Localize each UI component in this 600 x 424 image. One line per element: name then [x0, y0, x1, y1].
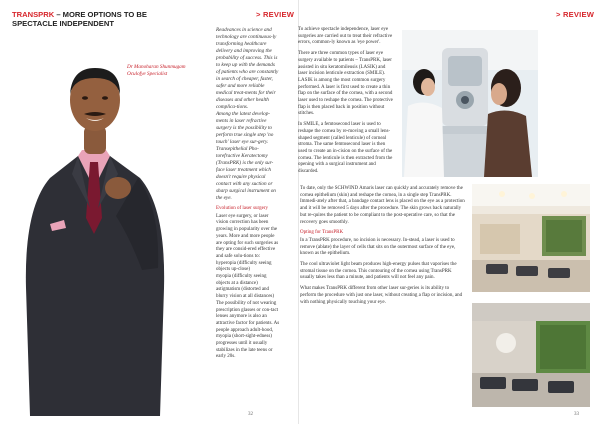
doctor-name: Dr Manoharan Shunmugam — [127, 64, 186, 70]
title-brand: TRANSPRK — [12, 10, 55, 19]
doctor-role: Oculofye Specialist — [127, 71, 168, 77]
page-number-left: 32 — [248, 412, 253, 417]
body-paragraph: To achieve spectacle independence, laser eye surgeries are carried out to treat their refractive errors, common-ly known as 'eye power'. — [298, 27, 393, 46]
body-paragraph: In SMILE, a femtosecond laser is used to reshape the cornea by re-moving a small lens-shaped segment (called lenticule) of corneal stroma. The same femtosecond laser is then used to create an in-cision on the surface of the cornea. The lenticule is then extracted from the opening with a surgical instrument and discarded. — [298, 122, 393, 175]
page-number-right: 33 — [574, 412, 579, 417]
doctor-portrait — [20, 38, 170, 416]
condition-item: hyperopia (difficulty seeing objects up-close) — [216, 260, 272, 273]
closing-paragraph: The possibility of not wearing prescription glasses or con-tact lenses anymore is also an attractive factor for patients. As people approach adult-hood, myopia (short-sight-edness) progresses until it usually stabilizes in the late teens or early 20s. — [216, 300, 280, 360]
body-paragraph: The cool ultraviolet light beam produces high-energy pulses that vaporises the stromal tissue on the cornea. This contouring of the cornea using TransPRK usually takes less than a minute, and patients will not feel any pain. — [300, 262, 457, 281]
review-tag-right: > REVIEW — [556, 10, 595, 19]
intro-paragraph: Readvances in science and technology are continuous-ly transforming healthcare delivery and improving the probability of success. This is to keep up with the demands of patients who are constantly in search of cheaper, faster, safer and more reliable medical treat-ments for their diseases and other health complica-tions. — [216, 27, 279, 110]
section-title — [12, 10, 192, 28]
review-tag-left: > REVIEW — [256, 10, 295, 19]
opting-heading: Opting for TransPRK — [300, 230, 344, 236]
evolution-heading: Evolution of laser surgery — [216, 206, 268, 211]
clinic-lounge-photo — [472, 303, 590, 407]
evolution-paragraph: Laser eye surgery, or laser vision correction has been growing in popularity over the years. More and more people are opting for such surgeries as they are consid-ered effective and safe solu-tions to: — [216, 213, 279, 259]
condition-item: astigmatism (distorted and blurry vision at all distances) — [216, 287, 275, 300]
right-column-2-text — [300, 186, 465, 310]
title-rest: – MORE OPTIONS TO BE SPECTACLE INDEPENDENT — [12, 10, 147, 28]
eye-exam-photo — [402, 30, 538, 177]
clinic-interior-photo — [472, 184, 590, 292]
body-paragraph: What makes TransPRK different from other laser sur-geries is its ability to perform the procedure with just one laser, without creating a flap or incision, and with nothing physically touching your eye. — [300, 286, 463, 305]
intro-paragraph: Among the latest develop-ments in laser refractive surgery is the possibility to perform true single step 'no touch' laser eye sur-gery. Transepithelial Pho-torefractive Keratectomy (TransPRK) is the only sur-face laser treatment which doesn't require physical contact with any suction or sharp surgical instrument on the eye. — [216, 111, 276, 201]
right-column-1-text — [298, 27, 395, 180]
doctor-caption — [127, 64, 222, 78]
body-paragraph: To date, only the SCHWIND Amaris laser can quickly and accurately remove the cornea epithelium (skin) and reshape the cornea, in a single step TransPRK. Immedi-ately after that, a bandage contact lens is placed on the eye as a protection and it will be removed 5 days after the procedure. The skin grows back naturally but re-quires the patient to be compliant to the post-operative care, so that the recovery goes smoothly. — [300, 186, 465, 225]
condition-item: myopia (difficulty seeing objects at a distance) — [216, 274, 267, 286]
left-column-text — [216, 27, 280, 365]
body-paragraph: There are three common types of laser eye surgery available to patients – TransPRK, laser assisted in situ keratomileusis (LASIK) and laser incision lenticule extraction (SMILE). LASIK is among the most common surgery performed. A laser is first used to create a thin flap on the surface of the cornea, with a second laser used to reshape the cornea. The protective flap is then placed back in position without stitches. — [298, 51, 393, 117]
left-page — [0, 0, 299, 424]
body-paragraph: In a TransPRK procedure, no incision is necessary. In-stead, a laser is used to remove (ablate) the layer of cells that sits on the outermost surface of the eye, known as the epithelium. — [300, 237, 456, 257]
